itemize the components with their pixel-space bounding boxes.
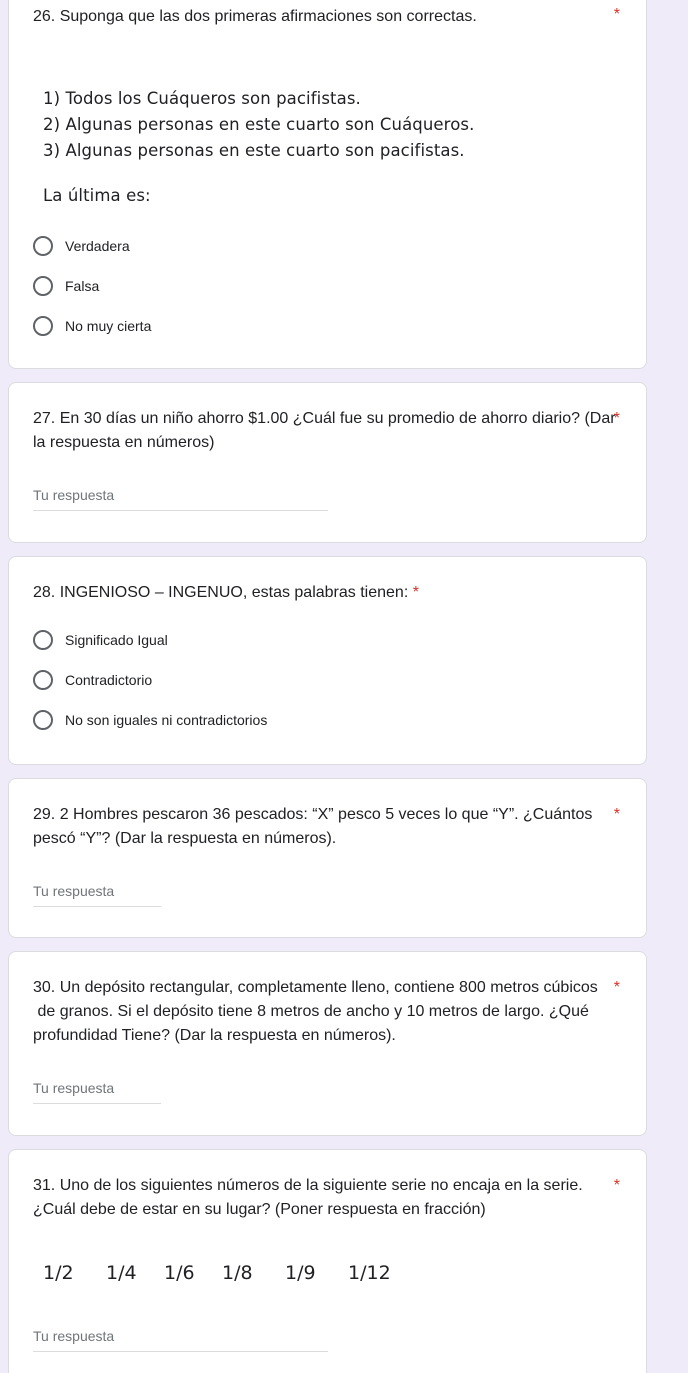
option-label: Verdadera (65, 238, 130, 254)
radio-icon[interactable] (33, 316, 53, 336)
required-asterisk: * (412, 584, 419, 601)
option-label: Contradictorio (65, 672, 153, 688)
question-title-line-2: la respuesta en números) (33, 434, 215, 451)
option-falsa[interactable] (33, 274, 99, 298)
option-significado-igual[interactable] (33, 628, 168, 652)
question-title-line-1: 29. 2 Hombres pescaron 36 pescados: “X” pesco 5 veces lo que “Y”. ¿Cuántos (33, 806, 593, 823)
required-asterisk: * (613, 6, 620, 23)
question-title-line-3: profundidad Tiene? (Dar la respuesta en números). (33, 1027, 396, 1044)
answer-input[interactable]: Tu respuesta (33, 1328, 328, 1352)
question-title-text: 28. INGENIOSO – INGENUO, estas palabras tienen: (33, 584, 409, 601)
question-card-27 (8, 382, 647, 543)
fraction-1: 1/2 (43, 1262, 74, 1284)
radio-icon[interactable] (33, 630, 53, 650)
fraction-5: 1/9 (285, 1262, 316, 1284)
statement-2: 2) Algunas personas en este cuarto son Cuáqueros. (43, 115, 475, 134)
option-contradictorio[interactable] (33, 668, 152, 692)
option-no-son-iguales[interactable] (33, 708, 267, 732)
option-label: No muy cierta (65, 318, 152, 334)
question-title-line-1: 30. Un depósito rectangular, completamente lleno, contiene 800 metros cúbicos (33, 979, 598, 996)
question-title (33, 803, 606, 851)
required-asterisk: * (613, 1177, 620, 1194)
question-card-31 (8, 1149, 647, 1373)
question-card-30 (8, 951, 647, 1136)
question-title (33, 407, 616, 455)
question-title: 26. Suponga que las dos primeras afirmaciones son correctas. (33, 8, 477, 25)
statement-1: 1) Todos los Cuáqueros son pacifistas. (43, 89, 361, 108)
fraction-4: 1/8 (222, 1262, 253, 1284)
radio-icon[interactable] (33, 670, 53, 690)
option-label: No son iguales ni contradictorios (65, 712, 268, 728)
question-title-line-2: pescó “Y”? (Dar la respuesta en números). (33, 830, 337, 847)
question-title (33, 1174, 606, 1222)
option-label: Significado Igual (65, 632, 168, 648)
question-title-line-1: 27. En 30 días un niño ahorro $1.00 ¿Cuál fue su promedio de ahorro diario? (Dar (33, 410, 616, 427)
option-verdadera[interactable] (33, 234, 130, 258)
answer-input[interactable]: Tu respuesta (33, 487, 328, 511)
answer-input[interactable]: Tu respuesta (33, 883, 161, 907)
question-title-line-2: de granos. Si el depósito tiene 8 metros de ancho y 10 metros de largo. ¿Qué (33, 1003, 589, 1020)
question-card-29 (8, 778, 647, 938)
fraction-2: 1/4 (106, 1262, 137, 1284)
answer-input[interactable]: Tu respuesta (33, 1080, 161, 1104)
question-card-28 (8, 556, 647, 765)
question-prompt: La última es: (43, 186, 151, 205)
question-title-line-2: ¿Cuál debe de estar en su lugar? (Poner respuesta en fracción) (33, 1201, 486, 1218)
fraction-3: 1/6 (164, 1262, 195, 1284)
question-card-26 (8, 0, 647, 369)
radio-icon[interactable] (33, 236, 53, 256)
radio-icon[interactable] (33, 276, 53, 296)
required-asterisk: * (613, 806, 620, 823)
radio-icon[interactable] (33, 710, 53, 730)
required-asterisk: * (613, 410, 620, 427)
fraction-6: 1/12 (348, 1262, 391, 1284)
statement-3: 3) Algunas personas en este cuarto son pacifistas. (43, 141, 465, 160)
question-title (33, 581, 419, 605)
question-title (33, 976, 606, 1048)
question-title-line-1: 31. Uno de los siguientes números de la siguiente serie no encaja en la serie. (33, 1177, 583, 1194)
option-label: Falsa (65, 278, 100, 294)
option-no-muy-cierta[interactable] (33, 314, 151, 338)
required-asterisk: * (613, 979, 620, 996)
